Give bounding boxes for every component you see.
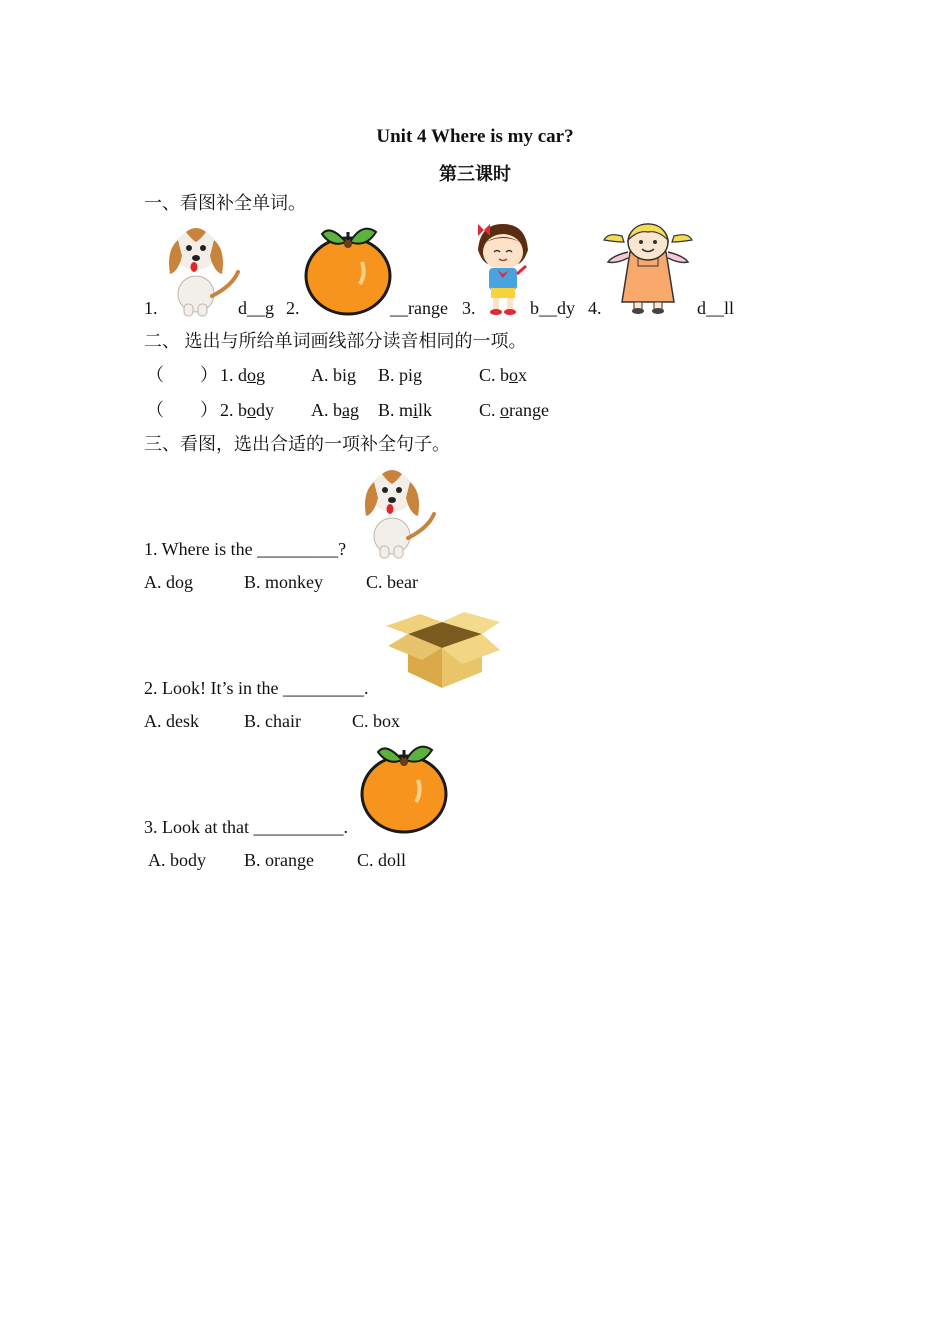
part3-q1-option-a: A. dog [144,572,193,592]
part3-q1-text: 1. Where is the _________? [144,539,347,559]
dog-icon [160,220,240,316]
part3-q3-text: 3. Look at that __________. [144,817,348,837]
part2-row-2-option-b: B. milk [378,400,433,420]
doll-icon [602,222,694,314]
part3-q3-option-a: A. body [148,850,206,870]
dog-icon [356,462,436,558]
part1-item-2-word: __range [390,298,448,318]
part1-item-2-num: 2. [286,298,300,318]
part2-row-2-option-a: A. bag [311,400,359,420]
part2-row-2-option-c: C. orange [479,400,549,420]
part1-item-1-num: 1. [144,298,158,318]
part3-q3-option-c: C. doll [357,850,407,870]
orange-icon [358,740,450,834]
part2-row-1-option-a: A. big [311,365,356,385]
part2-row-1-paren-close: ） [200,365,218,385]
part1-item-3-word: b__dy [530,298,575,318]
part2-row-2-paren-close: ） [200,400,218,420]
part2-row-1-paren-open: （ [146,365,164,385]
part3-q2-text: 2. Look! It’s in the _________. [144,678,369,698]
box-icon [384,610,502,692]
part3-q2-option-a: A. desk [144,711,199,731]
part3-q2-option-b: B. chair [244,711,301,731]
page-subtitle: 第三课时 [439,164,511,184]
part1-item-3-num: 3. [462,298,476,318]
part2-row-1-option-c: C. box [479,365,528,385]
page-title: Unit 4 Where is my car? [376,126,574,147]
part3-q1-option-c: C. bear [366,572,418,592]
part2-row-2-question: 2. body [220,400,274,420]
part1-item-1-word: d__g [238,298,274,318]
part2-row-2-paren-open: （ [146,400,164,420]
part3-q3-option-b: B. orange [244,850,314,870]
girl-icon [474,222,532,316]
part3-heading: 三、看图，选出合适的一项补全句子。 [144,434,450,454]
part2-heading: 二、 选出与所给单词画线部分读音相同的一项。 [144,331,527,351]
part1-item-4-word: d__ll [697,298,735,318]
part3-q2-option-c: C. box [352,711,401,731]
part2-row-1-question: 1. dog [220,365,265,385]
part2-row-1-option-b: B. pig [378,365,423,385]
orange-icon [302,222,394,316]
part3-q1-option-b: B. monkey [244,572,323,592]
part1-item-4-num: 4. [588,298,602,318]
part1-heading: 一、看图补全单词。 [144,193,306,213]
